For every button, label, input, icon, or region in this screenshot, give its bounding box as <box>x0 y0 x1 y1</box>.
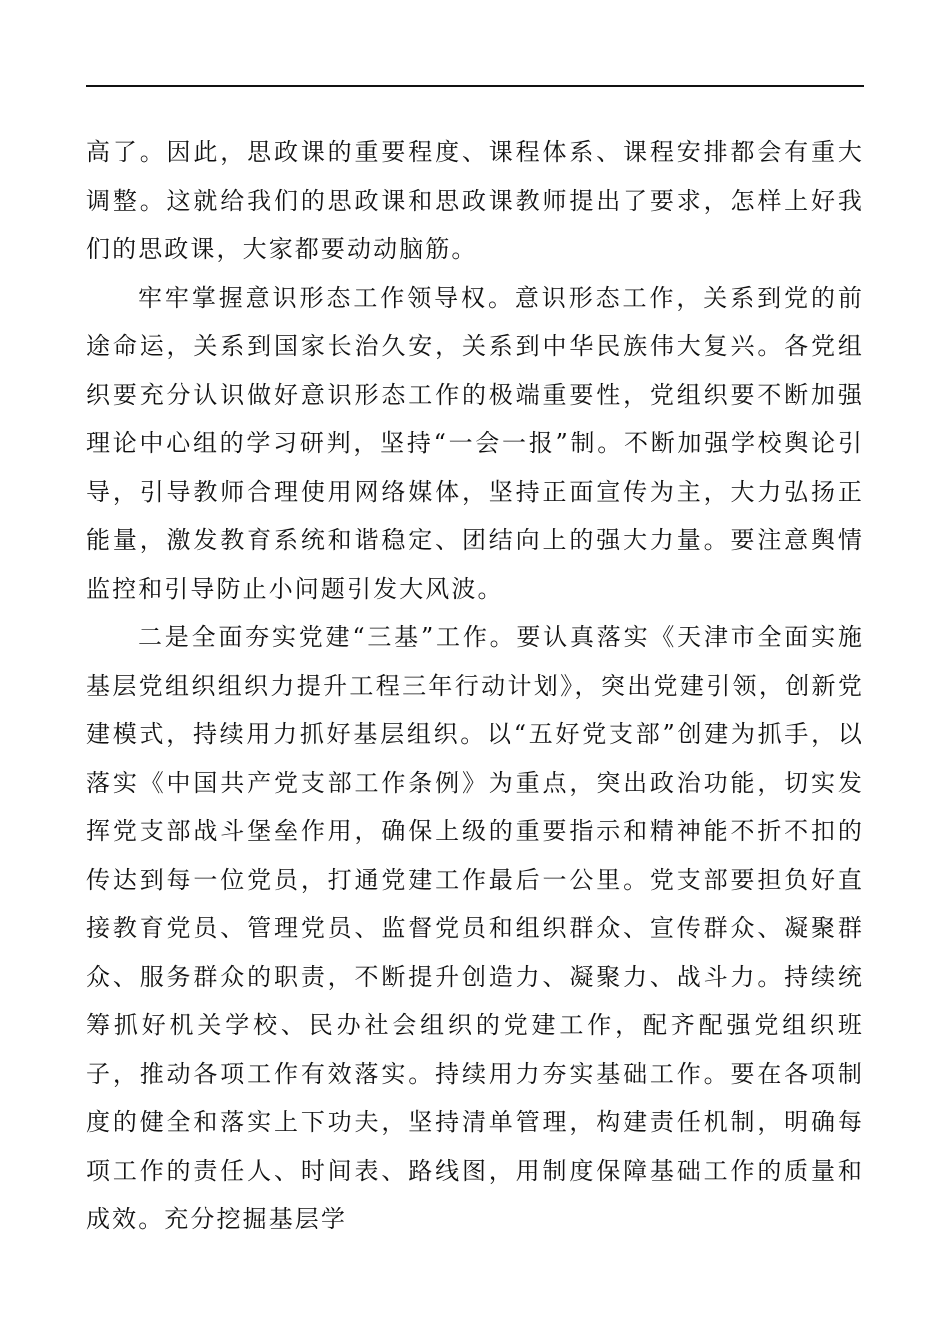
document-body <box>86 128 864 1244</box>
paragraph-party-building: 二是全面夯实党建“三基”工作。要认真落实《天津市全面实施基层党组织组织力提升工程三年行动计划》，突出党建引领，创新党建模式，持续用力抓好基层组织。以“五好党支部”创建为抓手，以落实《中国共产党支部工作条例》为重点，突出政治功能，切实发挥党支部战斗堡垒作用，确保上级的重要指示和精神能不折不扣的传达到每一位党员，打通党建工作最后一公里。党支部要担负好直接教育党员、管理党员、监督党员和组织群众、宣传群众、凝聚群众、服务群众的职责，不断提升创造力、凝聚力、战斗力。持续统筹抓好机关学校、民办社会组织的党建工作，配齐配强党组织班子，推动各项工作有效落实。持续用力夯实基础工作。要在各项制度的健全和落实上下功夫，坚持清单管理，构建责任机制，明确每项工作的责任人、时间表、路线图，用制度保障基础工作的质量和成效。充分挖掘基层学 <box>86 623 864 1233</box>
paragraph-continuation: 高了。因此，思政课的重要程度、课程体系、课程安排都会有重大调整。这就给我们的思政课和思政课教师提出了要求，怎样上好我们的思政课，大家都要动动脑筋。 <box>86 138 864 263</box>
header-rule <box>86 85 864 87</box>
paragraph-ideology: 牢牢掌握意识形态工作领导权。意识形态工作，关系到党的前途命运，关系到国家长治久安，关系到中华民族伟大复兴。各党组织要充分认识做好意识形态工作的极端重要性，党组织要不断加强理论中心组的学习研判，坚持“一会一报”制。不断加强学校舆论引导，引导教师合理使用网络媒体，坚持正面宣传为主，大力弘扬正能量，激发教育系统和谐稳定、团结向上的强大力量。要注意舆情监控和引导防止小问题引发大风波。 <box>86 283 864 603</box>
